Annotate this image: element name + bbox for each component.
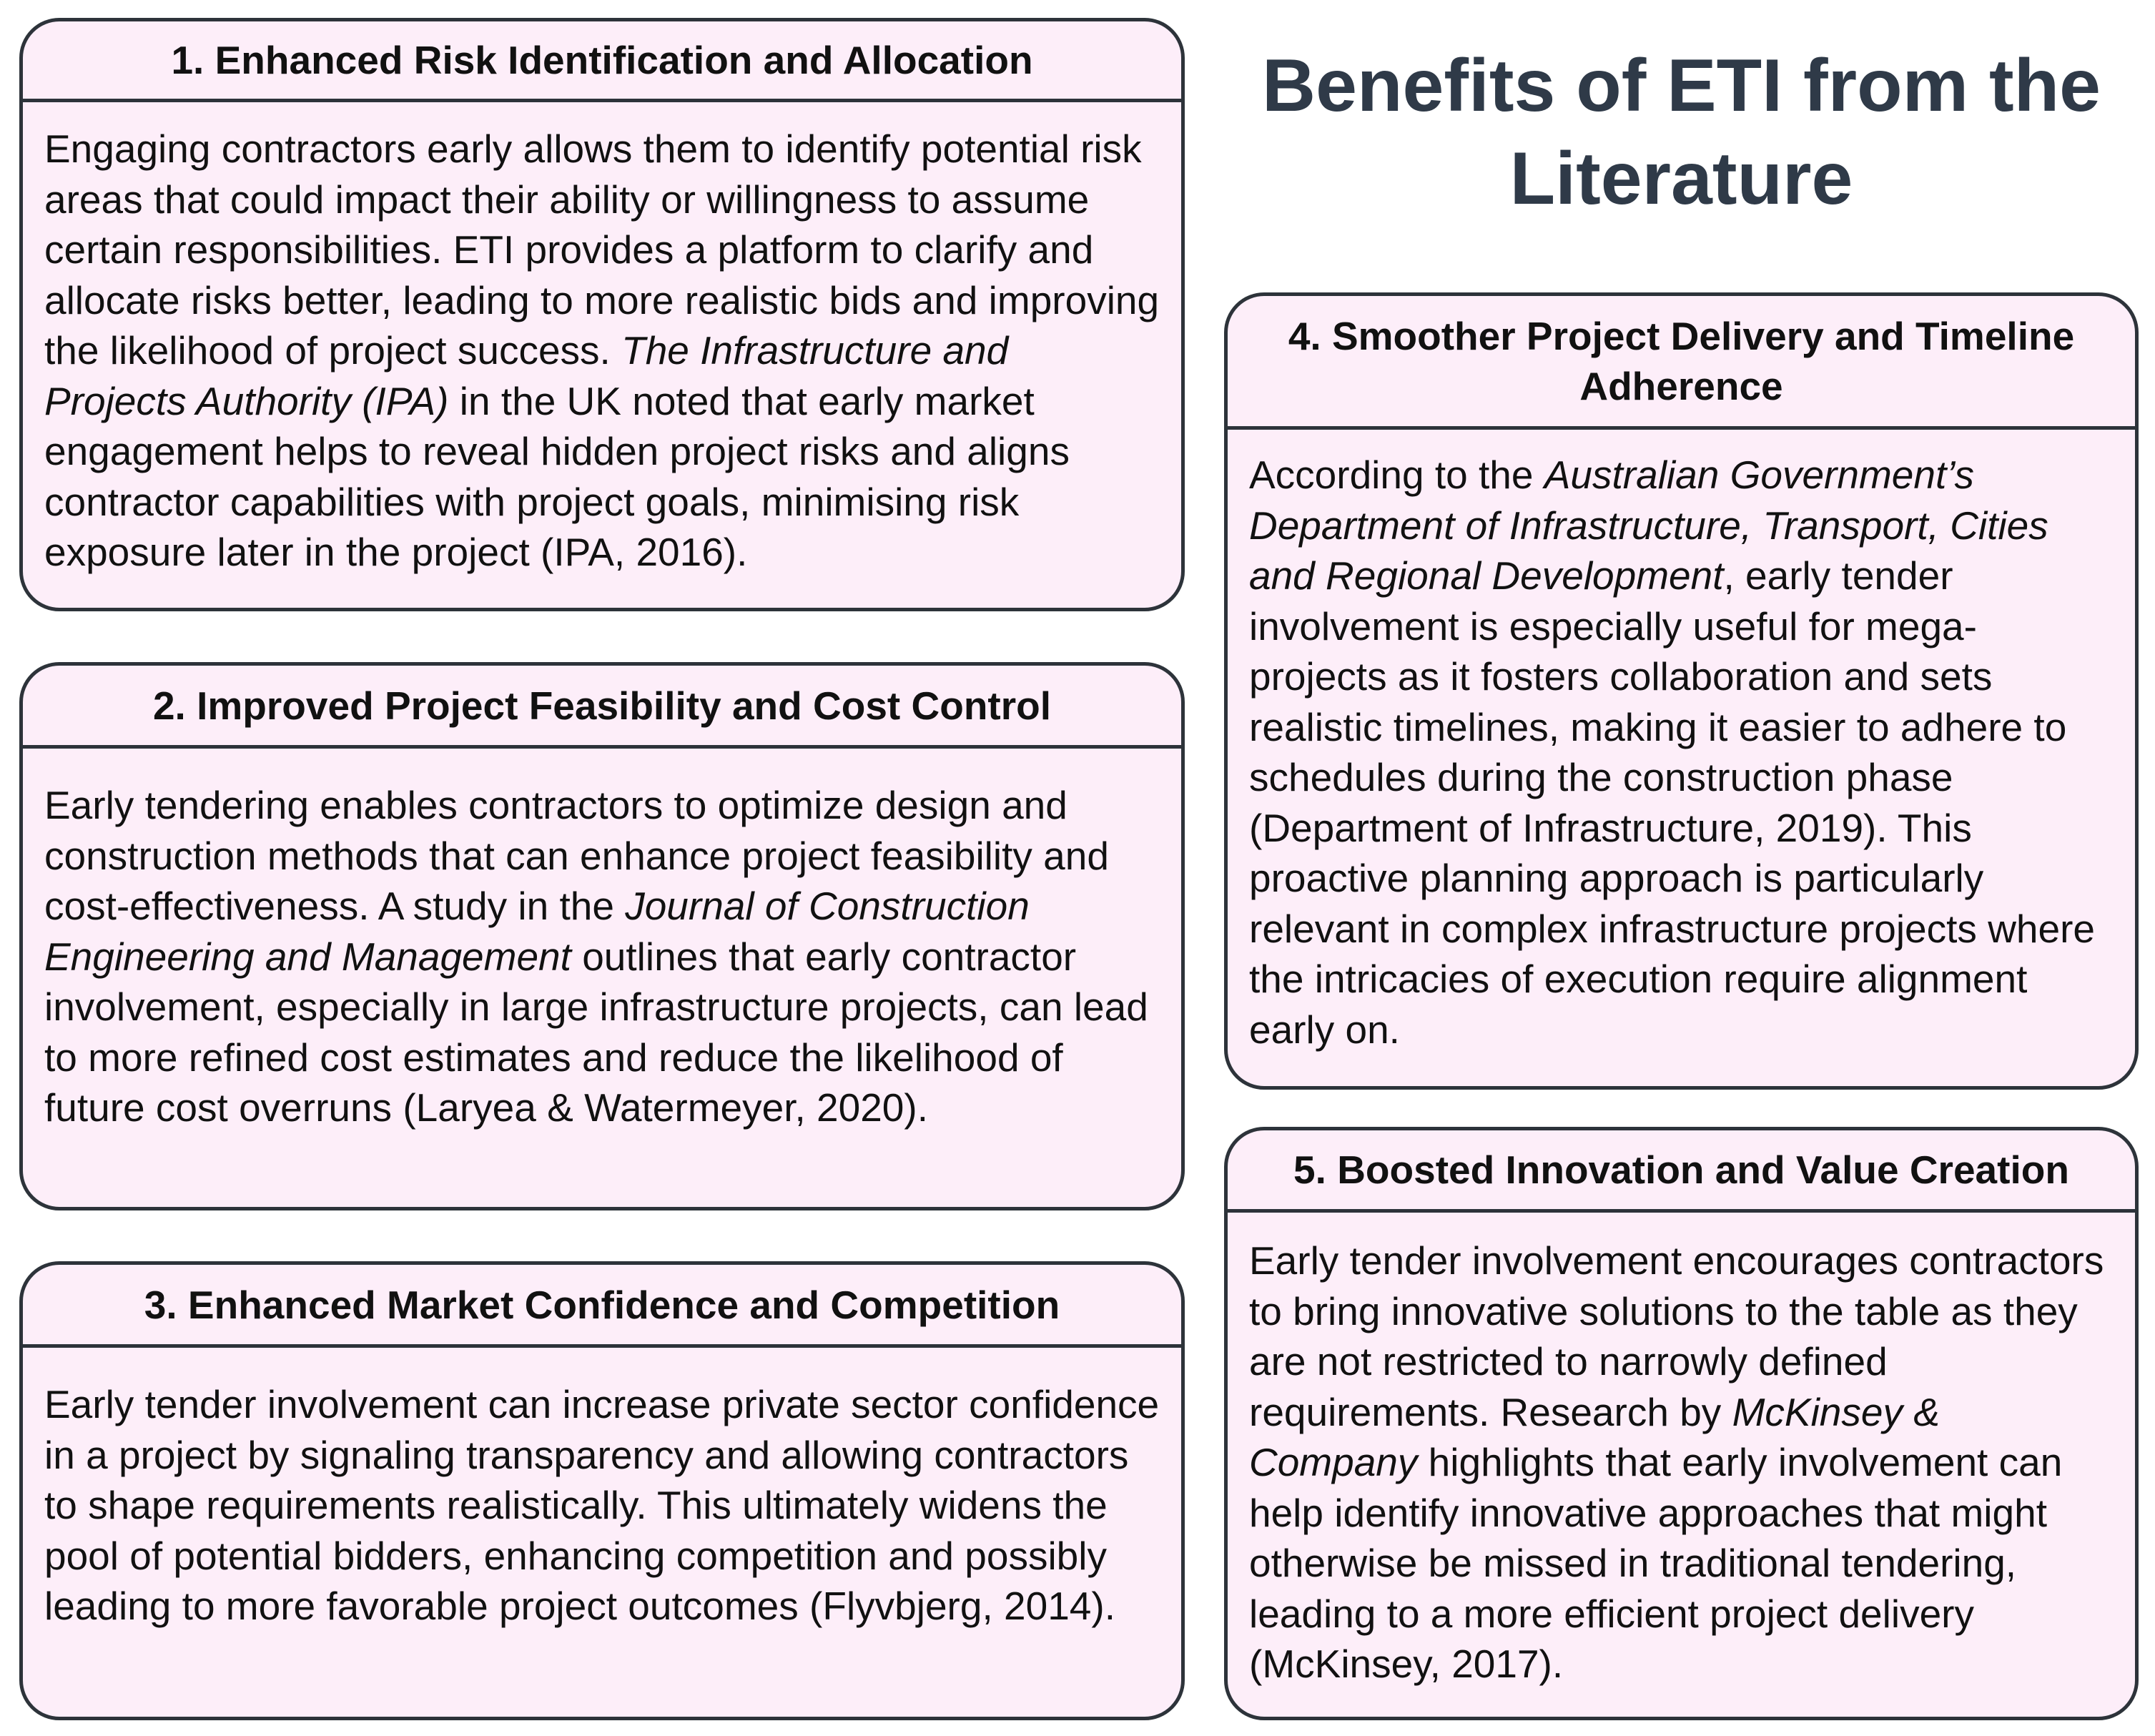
benefit-box-project-delivery [1224, 292, 2139, 1090]
body-text: outlines that early contractor involvement, especially in large infrastructure projects, can lead to more refined cost estimates and reduce the likelihood of future cost overruns (Laryea & Watermeyer, 2020). [44, 934, 1148, 1130]
body-text: , early tender involvement is especially useful for mega-projects as it fosters collaboration and sets realistic timelines, making it easier to adhere to schedules during the construction phase (Department of Infrastructure, 2019). This proactive planning approach is particularly relevant in complex infrastructure projects where the intricacies of execution require alignment early on. [1249, 553, 2096, 1052]
benefit-box-risk-identification [19, 18, 1185, 611]
box-heading: 5. Boosted Innovation and Value Creation [1228, 1130, 2135, 1213]
benefit-box-innovation [1224, 1127, 2139, 1720]
box-heading: 1. Enhanced Risk Identification and Allocation [23, 21, 1181, 102]
body-text: Early tendering enables contractors to optimize design and construction methods that can enhance project feasibility and cost-effectiveness. A study in the [44, 783, 1109, 928]
italic-citation-text: Australian Government’s Department of Infrastructure, Transport, Cities and Regional Development [1249, 453, 2048, 598]
body-text: According to the [1249, 453, 1544, 497]
body-text: highlights that early involvement can help identify innovative approaches that might otherwise be missed in traditional tendering, leading to a more efficient project delivery (McKinsey, 2017). [1249, 1440, 2063, 1686]
body-text: Early tender involvement encourages contractors to bring innovative solutions to the table as they are not restricted to narrowly defined requirements. Research by [1249, 1238, 2104, 1434]
box-heading: 4. Smoother Project Delivery and Timeline Adherence [1228, 296, 2135, 430]
body-text: in the UK noted that early market engagement helps to reveal hidden project risks and aligns contractor capabilities with project goals, minimising risk exposure later in the project (IPA, 2016). [44, 378, 1070, 574]
italic-citation-text: McKinsey & Company [1249, 1389, 1940, 1484]
italic-citation-text: Journal of Construction Engineering and Management [44, 884, 1030, 979]
box-body [23, 749, 1181, 1133]
box-body [1228, 1213, 2135, 1690]
box-body [23, 1348, 1181, 1632]
body-text: Engaging contractors early allows them to identify potential risk areas that could impact their ability or willingness to assume certain responsibilities. ETI provides a platform to clarify and allocate risks better, leading to more realistic bids and improving the likelihood of project success. [44, 127, 1160, 373]
box-body [1228, 430, 2135, 1055]
body-text: Early tender involvement can increase private sector confidence in a project by signaling transparency and allowing contractors to shape requirements realistically. This ultimately widens the pool of potential bidders, enhancing competition and possibly leading to more favorable project outcomes (Flyvbjerg, 2014). [44, 1382, 1160, 1628]
italic-citation-text: The Infrastructure and Projects Authority (IPA) [44, 328, 1009, 423]
benefit-box-feasibility-cost [19, 662, 1185, 1210]
benefit-box-market-confidence [19, 1261, 1185, 1720]
diagram-title: Benefits of ETI from the Literature [1262, 44, 2101, 220]
box-heading: 3. Enhanced Market Confidence and Competition [23, 1265, 1181, 1348]
box-heading: 2. Improved Project Feasibility and Cost Control [23, 666, 1181, 749]
box-body [23, 102, 1181, 578]
